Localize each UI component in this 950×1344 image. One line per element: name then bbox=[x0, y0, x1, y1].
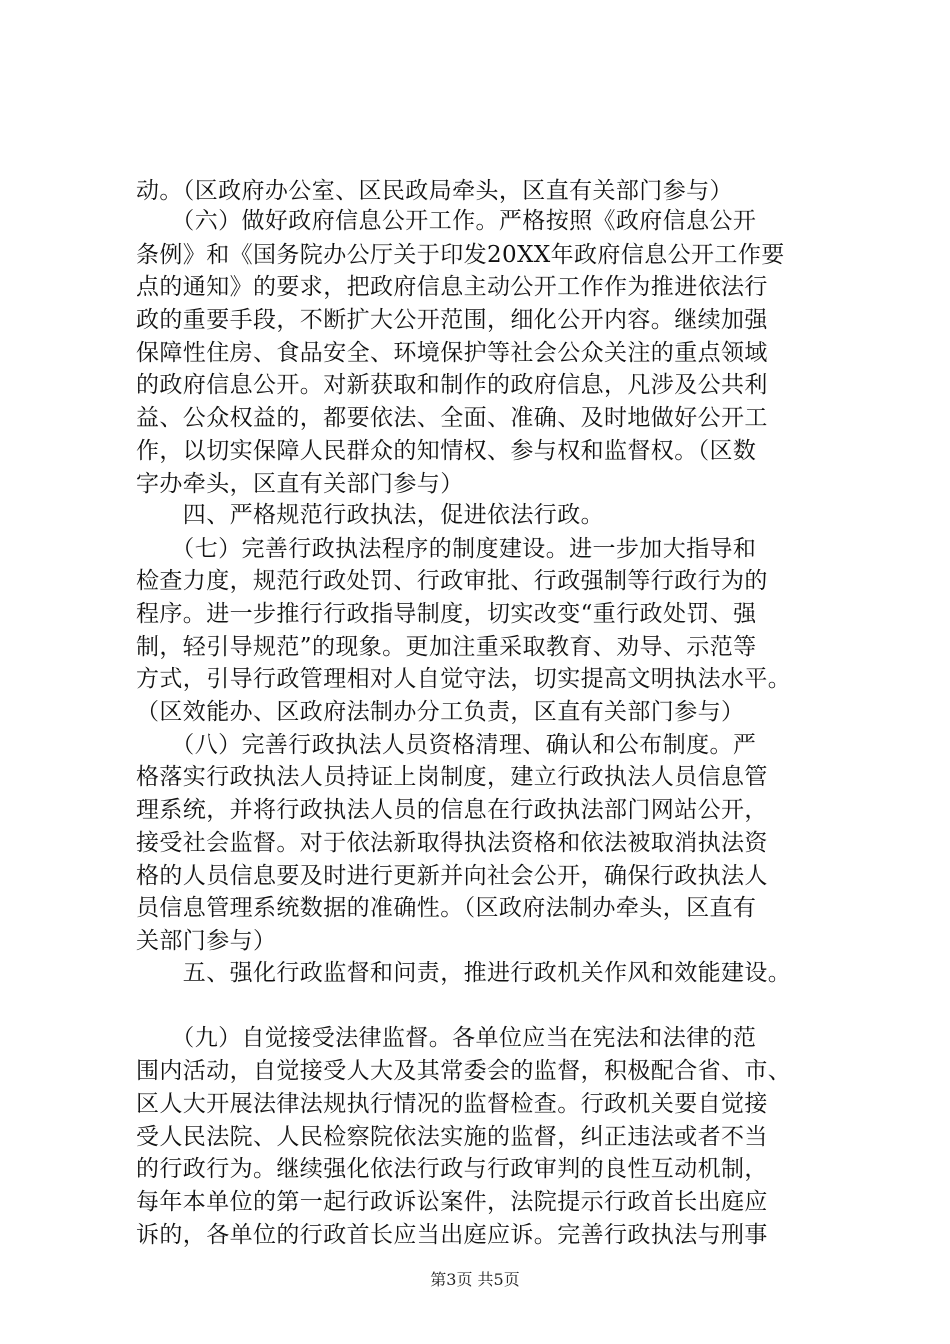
text-line: （区效能办、区政府法制办分工负责，区直有关部门参与） bbox=[136, 699, 745, 725]
text-line: 关部门参与） bbox=[136, 928, 277, 954]
text-line: 益、公众权益的，都要依法、全面、准确、及时地做好公开工 bbox=[136, 405, 768, 431]
text-line: 制，轻引导规范”的现象。更加注重采取教育、劝导、示范等 bbox=[136, 634, 757, 660]
section-heading: 五、强化行政监督和问责，推进行政机关作风和效能建设。 bbox=[136, 960, 792, 986]
text-line: （九）自觉接受法律监督。各单位应当在宪法和法律的范 bbox=[136, 1025, 757, 1051]
text-line: 方式，引导行政管理相对人自觉守法，切实提高文明执法水平。 bbox=[136, 666, 792, 692]
text-line: 检查力度，规范行政处罚、行政审批、行政强制等行政行为的 bbox=[136, 568, 768, 594]
text-line: 作，以切实保障人民群众的知情权、参与权和监督权。（区数 bbox=[136, 438, 757, 464]
text-line: （六）做好政府信息公开工作。严格按照《政府信息公开 bbox=[136, 208, 757, 234]
text-line: 接受社会监督。对于依法新取得执法资格和依法被取消执法资 bbox=[136, 830, 768, 856]
text-line: 的政府信息公开。对新获取和制作的政府信息，凡涉及公共利 bbox=[136, 372, 768, 398]
text-line: 诉的，各单位的行政首长应当出庭应诉。完善行政执法与刑事 bbox=[136, 1222, 768, 1248]
text-line: 保障性住房、食品安全、环境保护等社会公众关注的重点领域 bbox=[136, 340, 768, 366]
page-number: 第3页 共5页 bbox=[430, 1270, 520, 1289]
text-line: 受人民法院、人民检察院依法实施的监督，纠正违法或者不当 bbox=[136, 1124, 768, 1150]
text-line: 点的通知》的要求，把政府信息主动公开工作作为推进依法行 bbox=[136, 274, 768, 300]
text-line: 政的重要手段，不断扩大公开范围，细化公开内容。继续加强 bbox=[136, 307, 768, 333]
text-line: 员信息管理系统数据的准确性。（区政府法制办牵头，区直有 bbox=[136, 895, 757, 921]
text-line: 动。（区政府办公室、区民政局牵头，区直有关部门参与） bbox=[136, 178, 733, 204]
text-line: 的行政行为。继续强化依法行政与行政审判的良性互动机制， bbox=[136, 1156, 768, 1182]
text-line: 程序。进一步推行行政指导制度，切实改变“重行政处罚、强 bbox=[136, 601, 757, 627]
text-line: 字办牵头，区直有关部门参与） bbox=[136, 471, 464, 497]
text-line: 格的人员信息要及时进行更新并向社会公开，确保行政执法人 bbox=[136, 863, 768, 889]
text-line: 区人大开展法律法规执行情况的监督检查。行政机关要自觉接 bbox=[136, 1091, 768, 1117]
text-line: 条例》和《国务院办公厅关于印发20XX年政府信息公开工作要 bbox=[136, 242, 785, 268]
text-line: （八）完善行政执法人员资格清理、确认和公布制度。严 bbox=[136, 732, 757, 758]
text-line: 每年本单位的第一起行政诉讼案件，法院提示行政首长出庭应 bbox=[136, 1189, 768, 1215]
text-line: 围内活动，自觉接受人大及其常委会的监督，积极配合省、市、 bbox=[136, 1058, 792, 1084]
text-line: 理系统，并将行政执法人员的信息在行政执法部门网站公开， bbox=[136, 797, 768, 823]
text-line: （七）完善行政执法程序的制度建设。进一步加大指导和 bbox=[136, 536, 757, 562]
text-line: 格落实行政执法人员持证上岗制度，建立行政执法人员信息管 bbox=[136, 764, 768, 790]
section-heading: 四、严格规范行政执法，促进依法行政。 bbox=[136, 502, 604, 528]
